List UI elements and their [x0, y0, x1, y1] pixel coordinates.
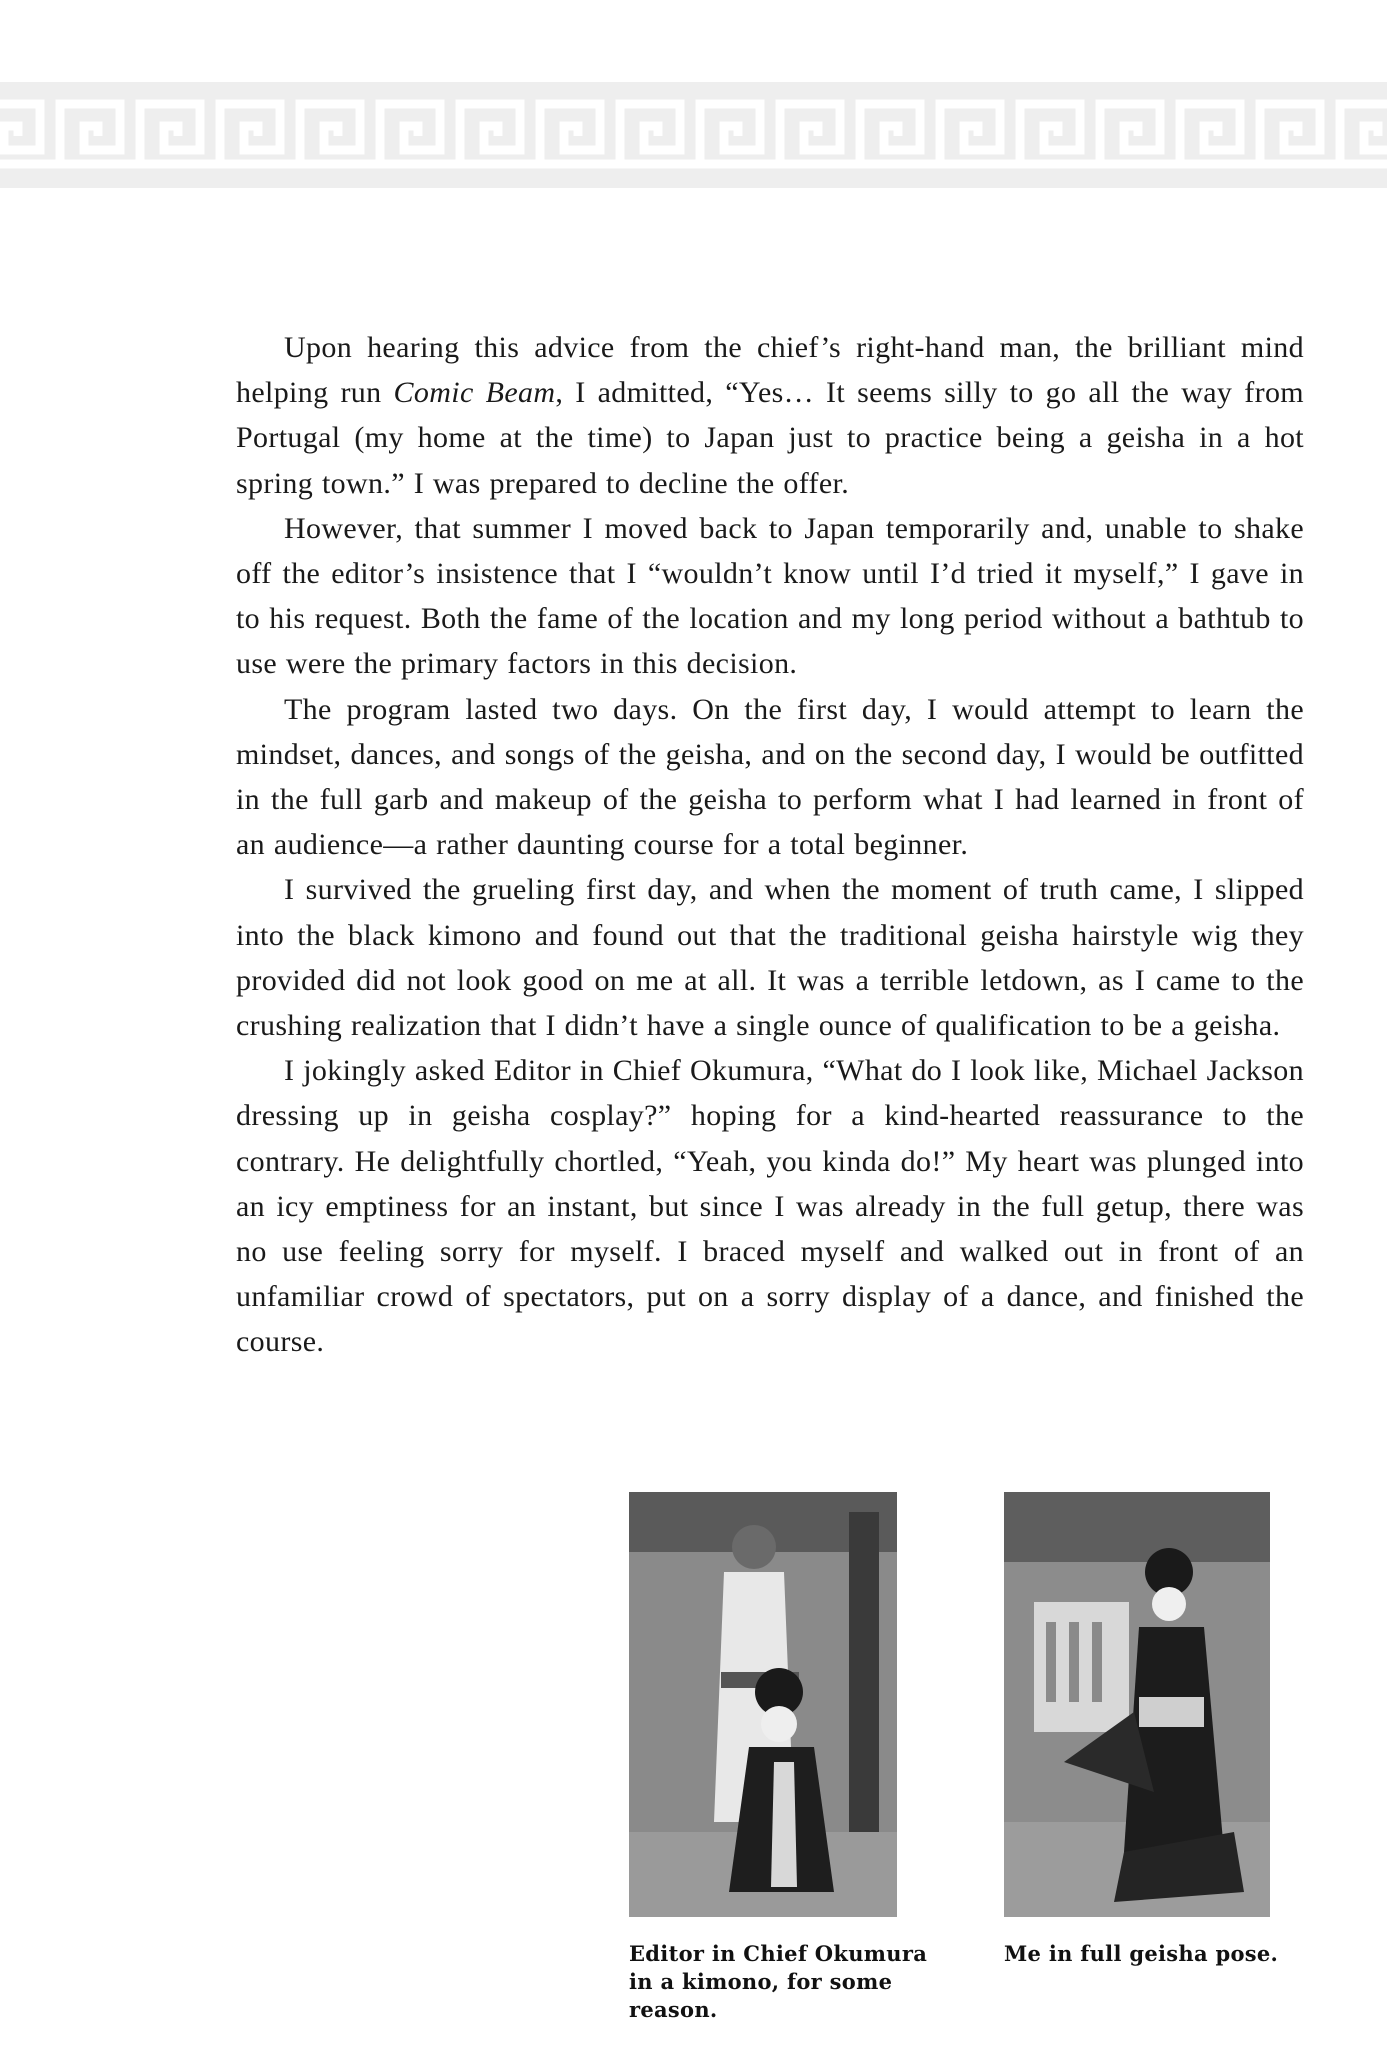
photo-editor-in-kimono	[629, 1492, 897, 1917]
paragraph-3: The program lasted two days. On the first day, I would attempt to learn the mindset, dances, and songs of the geisha, and on the second day, I would be outfitted in the full garb and makeup of the geisha to perform what I had learned in front of an audience—a rather daunting course for a total beginner.	[236, 692, 1304, 862]
greek-key-pattern	[0, 82, 1387, 188]
paragraph-2: However, that summer I moved back to Japan temporarily and, unable to shake off the editor’s insistence that I “wouldn’t know until I’d tried it myself,” I gave in to his request. Both the fame of the location and my long period without a bathtub to use were the primary factors in this decision.	[236, 511, 1304, 681]
photo-caption-1: Editor in Chief Okumura in a kimono, for some reason.	[629, 1941, 928, 2022]
decorative-header-band	[0, 82, 1387, 188]
paragraph-4: I survived the grueling first day, and when the moment of truth came, I slipped into the black kimono and found out that the traditional geisha hairstyle wig they provided did not look good on me at all. It was a terrible letdown, as I came to the crushing realization that I didn’t have a single ounce of qualification to be a geisha.	[236, 873, 1304, 1043]
paragraph-5: I jokingly asked Editor in Chief Okumura, “What do I look like, Michael Jackson dressing up in geisha cosplay?” hoping for a kind-hearted reassurance to the contrary. He delightfully chortled, “Yeah, you kinda do!” My heart was plunged into an icy emptiness for an instant, but since I was already in the full getup, there was no use feeling sorry for myself. I braced myself and walked out in front of an unfamiliar crowd of spectators, put on a sorry display of a dance, and finished the course.	[236, 1054, 1304, 1359]
paragraph-1: Upon hearing this advice from the chief’s right-hand man, the brilliant mind helping run Comic Beam, I admitted, “Yes… It seems silly to go all the way from Portugal (my home at the time) to Japan just to practice being a geisha in a hot spring town.” I was prepared to decline the offer.	[236, 331, 1304, 500]
magazine-title: Comic Beam	[393, 376, 556, 410]
photo-caption-2: Me in full geisha pose.	[1004, 1941, 1279, 1966]
photo-geisha-pose	[1004, 1492, 1270, 1917]
article-body	[236, 325, 1304, 1365]
